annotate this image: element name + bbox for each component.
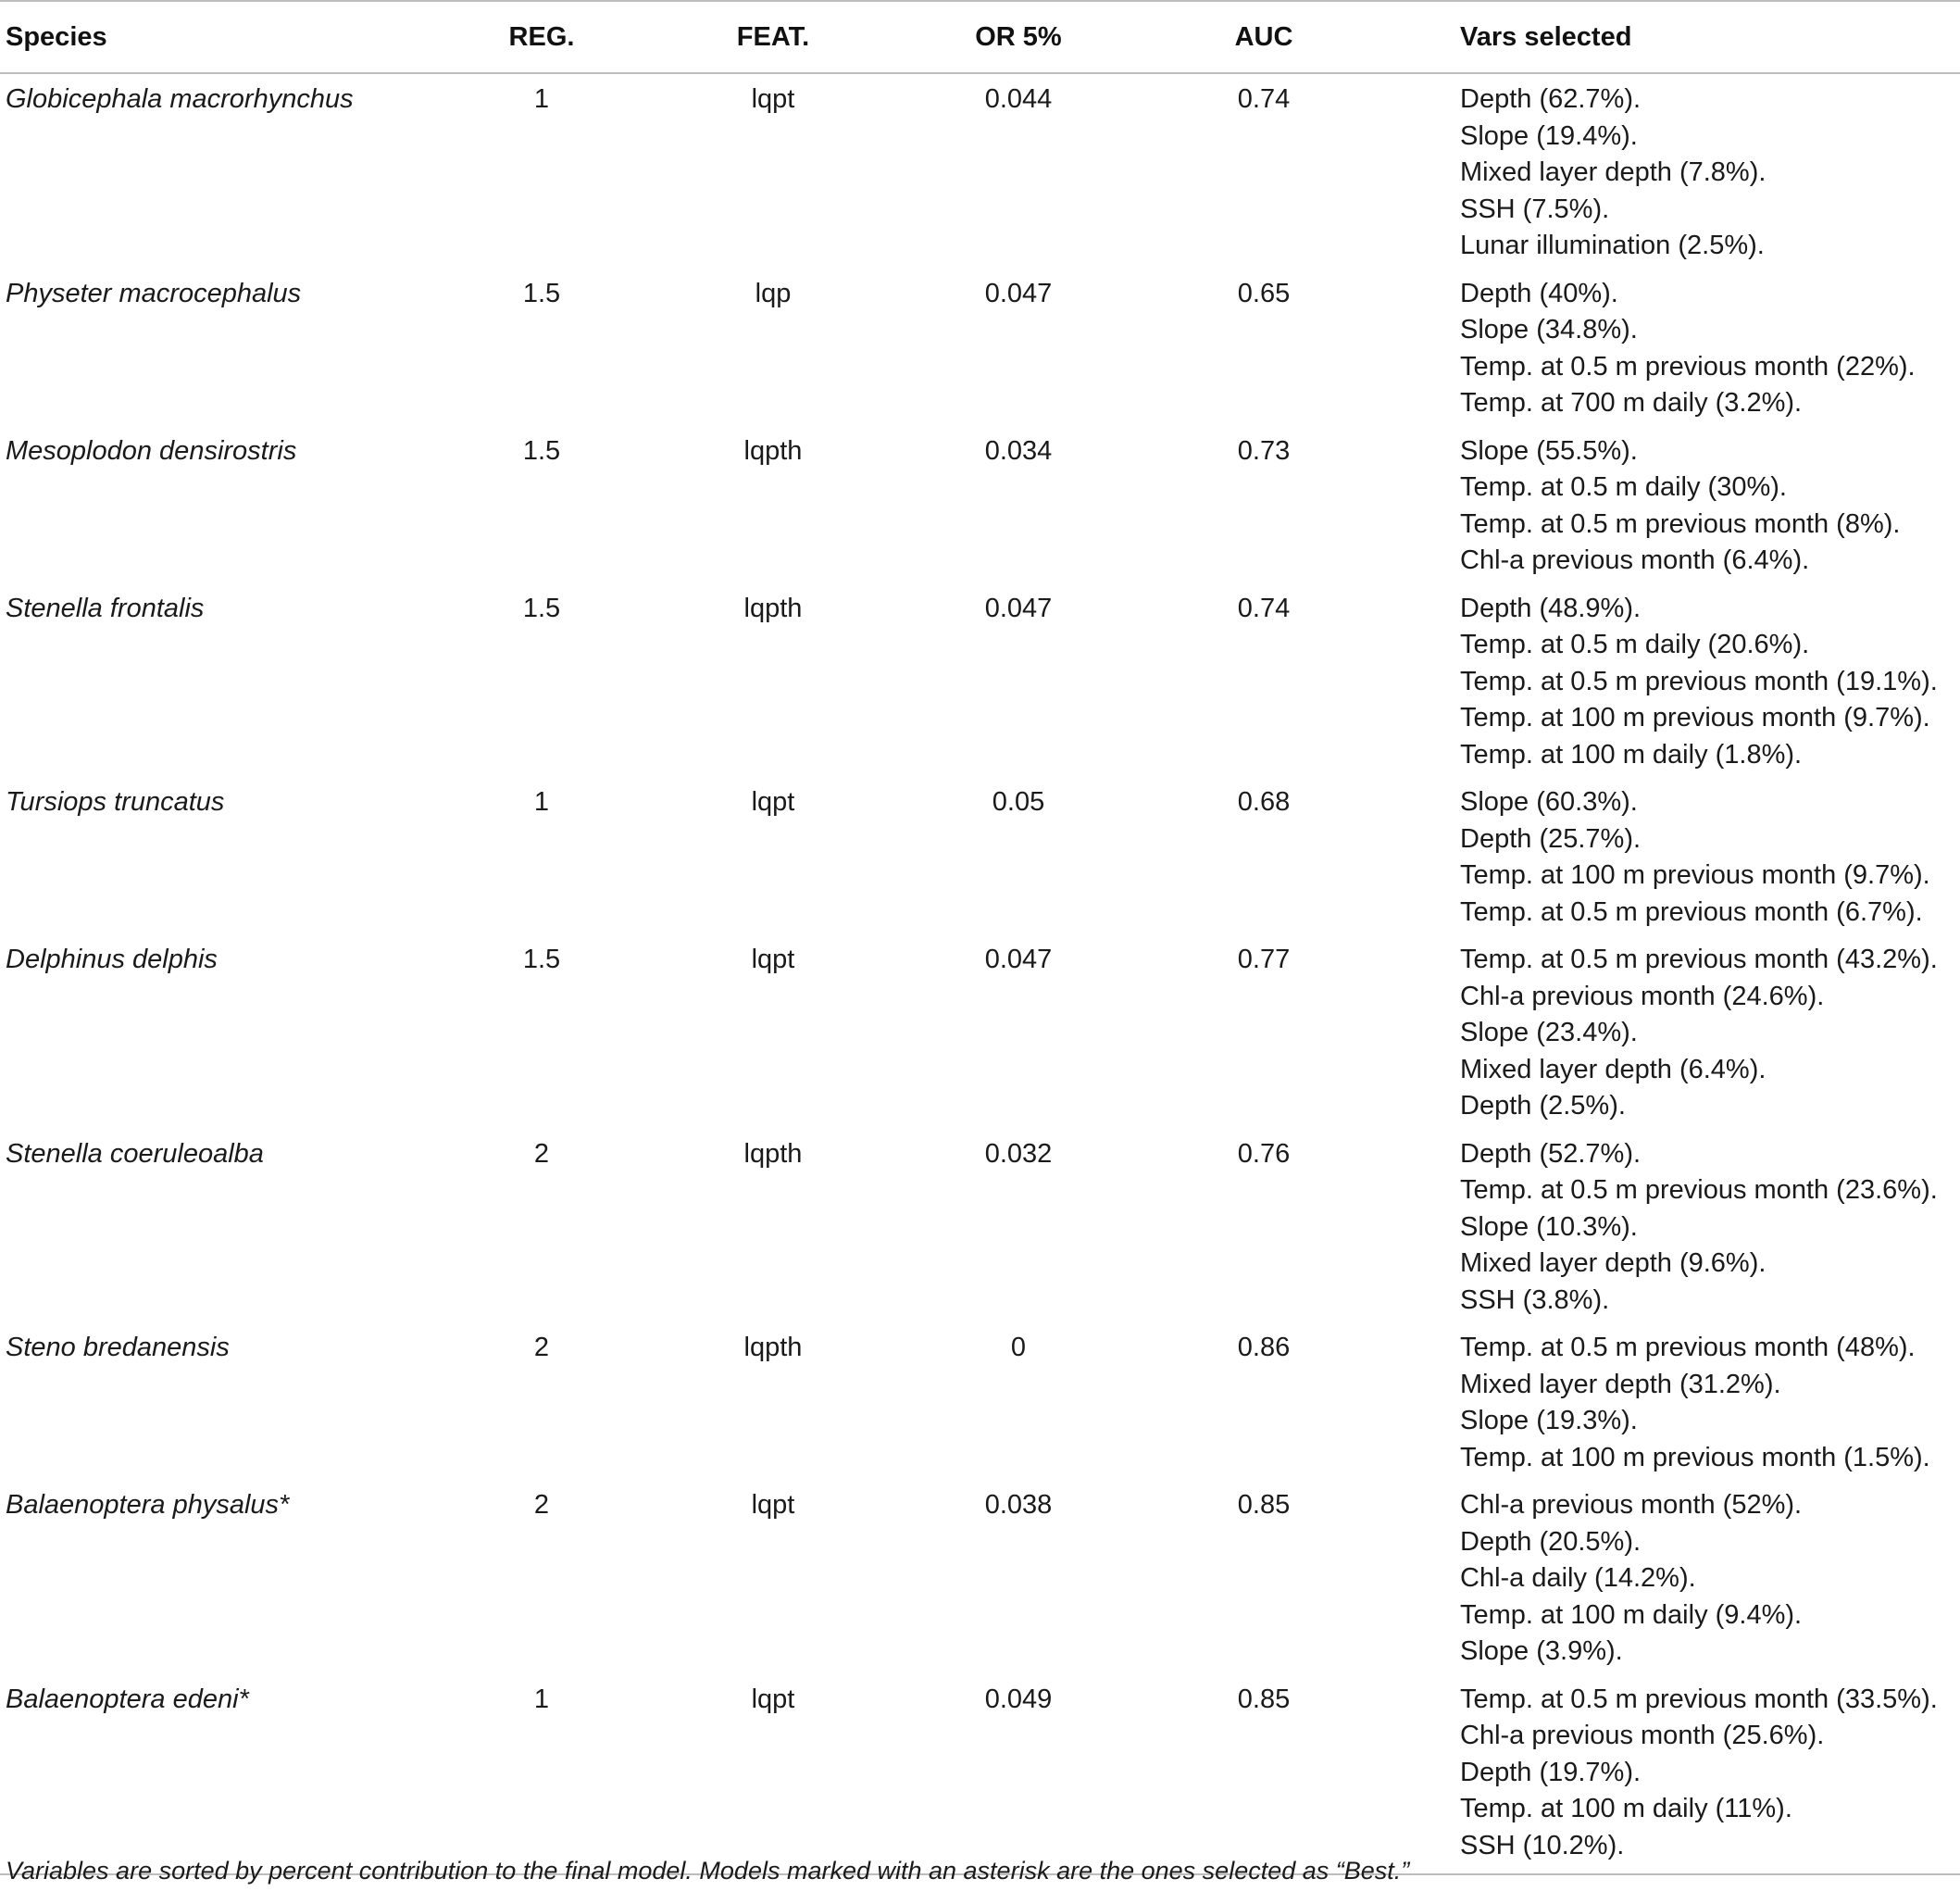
variable-entry: Temp. at 0.5 m previous month (48%).: [1460, 1333, 1916, 1362]
variable-entry: Depth (2.5%).: [1460, 1091, 1626, 1121]
feat-cell: lqpth: [743, 1138, 803, 1169]
variable-entry: Depth (52.7%).: [1460, 1138, 1642, 1169]
reg-cell: 2: [533, 1138, 550, 1169]
variable-entry: Depth (19.7%).: [1460, 1757, 1642, 1787]
feat-cell: lqpth: [743, 1333, 803, 1362]
species-name-cell: Steno bredanensis: [6, 1333, 230, 1362]
or5-cell: 0: [1010, 1333, 1027, 1362]
species-name-cell: Globicephala macrorhynchus: [6, 84, 354, 114]
variable-entry: Slope (19.3%).: [1460, 1406, 1638, 1435]
variable-entry: Temp. at 100 m daily (9.4%).: [1460, 1599, 1803, 1630]
reg-cell: 1.5: [522, 278, 561, 308]
or5-cell: 0.049: [926, 1674, 1111, 1875]
species-name-cell: Physeter macrocephalus: [6, 278, 302, 308]
variable-entry: Temp. at 0.5 m previous month (33.5%).: [1460, 1684, 1938, 1714]
variable-entry: Temp. at 100 m previous month (9.7%).: [1460, 703, 1930, 733]
variable-entry: SSH (3.8%).: [1460, 1284, 1610, 1315]
header-species: Species: [0, 1, 463, 73]
variable-entry: Slope (60.3%).: [1460, 787, 1638, 817]
auc-cell: 0.74: [1237, 84, 1291, 114]
vars-selected-cell: [1417, 1674, 1960, 1875]
variable-entry: Temp. at 0.5 m previous month (19.1%).: [1460, 666, 1938, 696]
variable-entry: Chl-a previous month (24.6%).: [1460, 981, 1825, 1011]
variable-entry: Lunar illumination (2.5%).: [1460, 231, 1765, 260]
header-row: [0, 1, 1960, 73]
table-row: [0, 934, 1960, 1129]
variable-entry: Temp. at 0.5 m daily (20.6%).: [1460, 630, 1810, 659]
header-auc: AUC: [1111, 1, 1417, 73]
variable-entry: Temp. at 100 m daily (11%).: [1460, 1794, 1792, 1823]
table-row: [0, 1322, 1960, 1480]
vars-selected-cell: [1417, 1129, 1960, 1323]
vars-selected-cell: [1417, 583, 1960, 778]
variable-entry: Temp. at 100 m previous month (9.7%).: [1460, 860, 1930, 890]
variable-entry: Depth (62.7%).: [1460, 84, 1642, 114]
feat-cell: lqpt: [751, 84, 795, 114]
table-footnote: Variables are sorted by percent contribution to the final model. Models marked with an asterisk are the ones selected as “Best.”: [6, 1857, 1410, 1885]
variable-entry: Chl-a daily (14.2%).: [1460, 1563, 1696, 1593]
vars-selected-cell: [1417, 934, 1960, 1129]
reg-cell: 1: [533, 787, 550, 817]
header-or5: OR 5%: [926, 1, 1111, 73]
reg-cell: 2: [533, 1333, 550, 1362]
header-feat: FEAT.: [620, 1, 926, 73]
variable-entry: Temp. at 0.5 m previous month (8%).: [1460, 508, 1901, 539]
vars-selected-cell: [1417, 1322, 1960, 1480]
table-row: [0, 73, 1960, 269]
vars-selected-cell: [1417, 777, 1960, 934]
auc-cell: 0.65: [1237, 278, 1291, 308]
variable-entry: Slope (55.5%).: [1460, 435, 1638, 466]
vars-selected-cell: [1417, 426, 1960, 583]
auc-cell: 0.73: [1237, 435, 1291, 466]
table-row: [0, 777, 1960, 934]
variable-entry: Temp. at 0.5 m previous month (6.7%).: [1460, 896, 1923, 927]
variable-entry: Depth (48.9%).: [1460, 593, 1642, 623]
feat-cell: lqpt: [751, 1490, 795, 1520]
species-name-cell: Balaenoptera edeni*: [0, 1674, 463, 1875]
variable-entry: Temp. at 100 m daily (1.8%).: [1460, 739, 1803, 770]
or5-cell: 0.047: [984, 593, 1053, 623]
auc-cell: 0.85: [1237, 1490, 1291, 1520]
reg-cell: 1.5: [522, 945, 561, 974]
variable-entry: Chl-a previous month (25.6%).: [1460, 1721, 1825, 1750]
table-row: [0, 1129, 1960, 1323]
table-row: [0, 269, 1960, 426]
table-row: [0, 426, 1960, 583]
auc-cell: 0.74: [1237, 593, 1291, 623]
variable-entry: Depth (20.5%).: [1460, 1526, 1642, 1557]
feat-cell: lqpth: [743, 435, 803, 466]
or5-cell: 0.047: [984, 278, 1053, 308]
variable-entry: Temp. at 0.5 m previous month (22%).: [1460, 351, 1916, 382]
vars-selected-cell: [1417, 73, 1960, 269]
reg-cell: 2: [533, 1490, 550, 1520]
reg-cell: 1.5: [522, 435, 561, 466]
species-name-cell: Stenella frontalis: [6, 593, 205, 623]
table-row: [0, 583, 1960, 778]
feat-cell: lqpt: [620, 1674, 926, 1875]
or5-cell: 0.034: [984, 435, 1053, 466]
table-row: [0, 1480, 1960, 1674]
or5-cell: 0.038: [984, 1490, 1053, 1520]
species-name-cell: Balaenoptera physalus*: [6, 1490, 290, 1520]
table-body: [0, 73, 1960, 1874]
variable-entry: Mixed layer depth (6.4%).: [1460, 1054, 1766, 1084]
variable-entry: Temp. at 0.5 m previous month (23.6%).: [1460, 1175, 1938, 1205]
feat-cell: lqpt: [751, 945, 795, 974]
auc-cell: 0.86: [1237, 1333, 1291, 1362]
variable-entry: Slope (3.9%).: [1460, 1636, 1623, 1666]
variable-entry: Mixed layer depth (7.8%).: [1460, 157, 1766, 187]
auc-cell: 0.68: [1237, 787, 1291, 817]
species-name-cell: Delphinus delphis: [6, 945, 218, 974]
reg-cell: 1: [463, 1674, 620, 1875]
table-row: [0, 1674, 1960, 1875]
variable-entry: Chl-a previous month (52%).: [1460, 1490, 1803, 1520]
variable-entry: Slope (10.3%).: [1460, 1211, 1638, 1242]
header-reg: REG.: [463, 1, 620, 73]
vars-selected-cell: [1417, 269, 1960, 426]
table-header: [0, 1, 1960, 73]
variable-entry: SSH (10.2%).: [1460, 1830, 1625, 1860]
reg-cell: 1: [533, 84, 550, 114]
variable-entry: Mixed layer depth (31.2%).: [1460, 1369, 1781, 1399]
variable-entry: Temp. at 0.5 m previous month (43.2%).: [1460, 945, 1938, 974]
or5-cell: 0.05: [992, 787, 1045, 817]
variable-entry: Chl-a previous month (6.4%).: [1460, 545, 1810, 575]
variable-entry: Slope (23.4%).: [1460, 1018, 1638, 1047]
variable-entry: Slope (34.8%).: [1460, 315, 1638, 344]
vars-selected-cell: [1417, 1480, 1960, 1674]
reg-cell: 1.5: [522, 593, 561, 623]
variable-entry: Depth (40%).: [1460, 278, 1618, 308]
auc-cell: 0.77: [1237, 945, 1291, 974]
variable-entry: SSH (7.5%).: [1460, 194, 1610, 224]
feat-cell: lqp: [755, 278, 792, 308]
or5-cell: 0.044: [984, 84, 1053, 114]
species-name-cell: Stenella coeruleoalba: [6, 1138, 264, 1169]
variable-entry: Temp. at 700 m daily (3.2%).: [1460, 388, 1803, 418]
variable-entry: Depth (25.7%).: [1460, 823, 1642, 854]
variable-entry: Mixed layer depth (9.6%).: [1460, 1248, 1766, 1278]
species-name-cell: Tursiops truncatus: [6, 787, 225, 817]
auc-cell: 0.76: [1237, 1138, 1291, 1169]
or5-cell: 0.047: [984, 945, 1053, 974]
variable-entry: Slope (19.4%).: [1460, 120, 1638, 151]
feat-cell: lqpt: [751, 787, 795, 817]
feat-cell: lqpth: [743, 593, 803, 623]
variable-entry: Temp. at 0.5 m daily (30%).: [1460, 472, 1787, 502]
auc-cell: 0.85: [1111, 1674, 1417, 1875]
header-vars-selected: Vars selected: [1417, 1, 1960, 73]
variable-entry: Temp. at 100 m previous month (1.5%).: [1460, 1442, 1930, 1472]
or5-cell: 0.032: [984, 1138, 1053, 1169]
species-name-cell: Mesoplodon densirostris: [6, 435, 297, 466]
